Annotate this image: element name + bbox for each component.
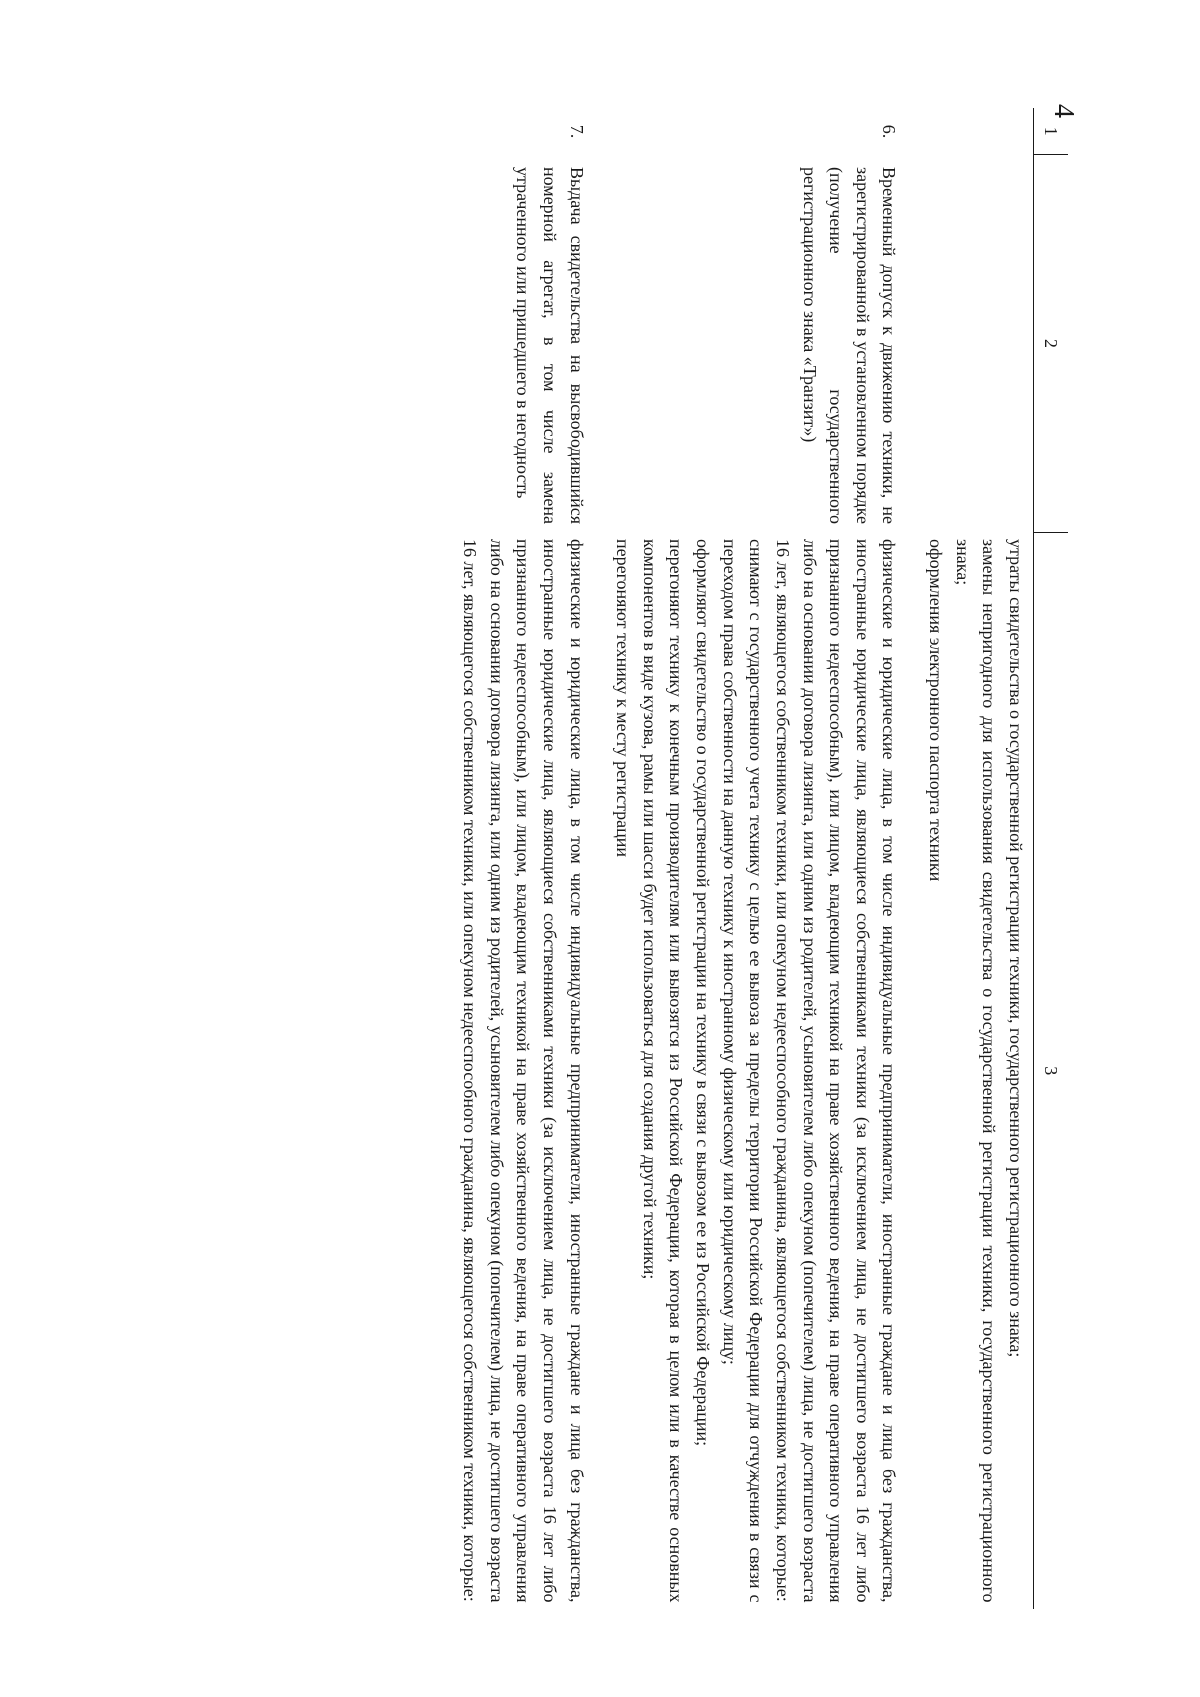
applicants-paragraph: перегоняют технику к конечным производителям или вывозятся из Российской Федерации, которая в целом или в качестве основных компонентов в виде кузова, рамы или шасси будет использоваться для создания другой техники; <box>639 539 687 1603</box>
applicants-paragraph: замены непригодного для использования свидетельства о государственной регистрации техники, государственного регистрационного знака; <box>952 539 1000 1603</box>
applicants-paragraph: физические и юридические лица, в том числе индивидуальные предприниматели, иностранные граждане и лица без гражданства, иностранные юридические лица, являющиеся собственниками техники (за исключением лица, не достигшего возраста 16 лет либо признанного недееспособным), или лицом, владеющим техникой на праве хозяйственного ведения, на праве оперативного управления либо на основании договора лизинга, или одним из родителей, усыновителем либо опекуном (попечителем) лица, не достигшего возраста 16 лет, являющегося собственником техники, или опекуном недееспособного гражданина, являющегося собственником техники, которые: <box>773 539 900 1603</box>
applicants-paragraph: оформляют свидетельство о государственной регистрации на технику в связи с вывозом ее из Российской Федерации; <box>693 539 714 1447</box>
applicants-paragraph: утраты свидетельства о государственной регистрации техники, государственного регистрационного знака; <box>1006 539 1026 1358</box>
applicants-cell <box>451 533 604 1609</box>
applicants-paragraph: оформления электронного паспорта техники <box>926 539 947 882</box>
table-row <box>917 109 1034 1609</box>
services-table <box>451 108 1069 1609</box>
column-header-1: 1 <box>1034 109 1069 155</box>
applicants-cell <box>604 533 917 1609</box>
applicants-paragraph: снимают с государственного учета технику с целью ее вывоза за пределы территории Российской Федерации для отчуждения в связи с переходом права собственности на данную технику к иностранному физическому или юридическому лицу; <box>719 539 767 1603</box>
service-name <box>917 155 1034 533</box>
row-number: 6. <box>879 124 900 139</box>
page-number: 4 <box>1048 104 1079 118</box>
table-row <box>451 109 604 1609</box>
service-name: Выдача свидетельства на высвободившийся номерной агрегат, в том числе замена утраченного или пришедшего в негодность <box>513 167 587 524</box>
row-number <box>917 109 1034 155</box>
table-header-row <box>1034 109 1069 1609</box>
table-row <box>604 109 917 1609</box>
applicants-cell <box>917 533 1034 1609</box>
rotated-table-container <box>188 108 1068 1608</box>
applicants-paragraph: перегоняют технику к месту регистрации <box>613 539 634 858</box>
service-name: Временный допуск к движению техники, не зарегистрированной в установленном порядке (получение государственного регистрационного знака «Транзит») <box>799 167 900 524</box>
column-header-2: 2 <box>1034 155 1069 533</box>
row-number: 7. <box>566 124 587 139</box>
applicants-paragraph: физические и юридические лица, в том числе индивидуальные предприниматели, иностранные граждане и лица без гражданства, иностранные юридические лица, являющиеся собственниками техники (за исключением лица, не достигшего возраста 16 лет либо признанного недееспособным), или лицом, владеющим техникой на праве хозяйственного ведения, на праве оперативного управления либо на основании договора лизинга, или одним из родителей, усыновителем либо опекуном (попечителем) лица, не достигшего возраста 16 лет, являющегося собственником техники, или опекуном недееспособного гражданина, являющегося собственником техники, которые: <box>460 539 587 1603</box>
column-header-3: 3 <box>1034 533 1069 1609</box>
